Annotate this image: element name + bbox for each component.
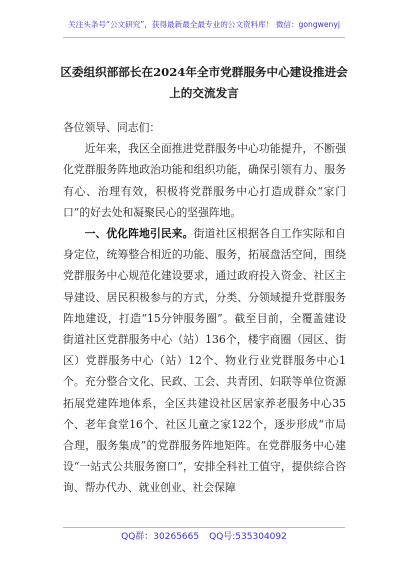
document-title: 区委组织部部长在2024年全市党群服务中心建设推进会上的交流发言	[60, 65, 348, 100]
section-1-paragraph	[63, 223, 346, 499]
section-1-heading: 一、优化阵地引民来。	[84, 227, 194, 241]
qq-group-text: QQ群：30265665	[121, 532, 200, 542]
intro-paragraph: 近年来，我区全面推进党群服务中心功能提升，不断强化党群服务阵地政治功能和组织功能，确保引领有力、服务有心、治理有效，积极将党群服务中心打造成群众“家门口”的好去处和凝聚民心的坚强阵地。	[63, 142, 346, 219]
header-notice: 关注头条号“公文研究”，获得最新最全最专业的公文资料库！ 微信：gongwenyj	[68, 20, 340, 29]
qq-number-text: QQ号:535304092	[209, 532, 287, 542]
section-1-text: 街道社区根据各自工作实际和自身定位，统筹整合相近的功能、服务，拓展盘活空间，围绕党群服务中心规范化建设要求，通过政府投入资金、社区主导建设、居民积极参与的方式，分类、分领域提升党群服务阵地建设，打造“15分钟服务圈”。截至目前，全覆盖建设街道社区党群服务中心（站）136个，楼宇商圈（园区、街区）党群服务中心（站）12个、物业行业党群服务中心1个。充分整合文化、民政、工会、共青团、妇联等单位资源拓展党建阵地体系，全区共建设社区居家养老服务中心35个、老年食堂16个、社区儿童之家122个，逐步形成“市局合理，服务集成”的党群服务阵地矩阵。在党群服务中心建设“一站式公共服务窗口”，安排全科社工值守，提供综合咨询、帮办代办、就业创业、社会保障	[63, 227, 347, 495]
header-divider	[63, 37, 345, 38]
footer-divider	[63, 527, 345, 528]
salutation: 各位领导、同志们：	[63, 121, 161, 134]
footer-contacts	[63, 529, 345, 545]
document-body	[63, 117, 346, 499]
